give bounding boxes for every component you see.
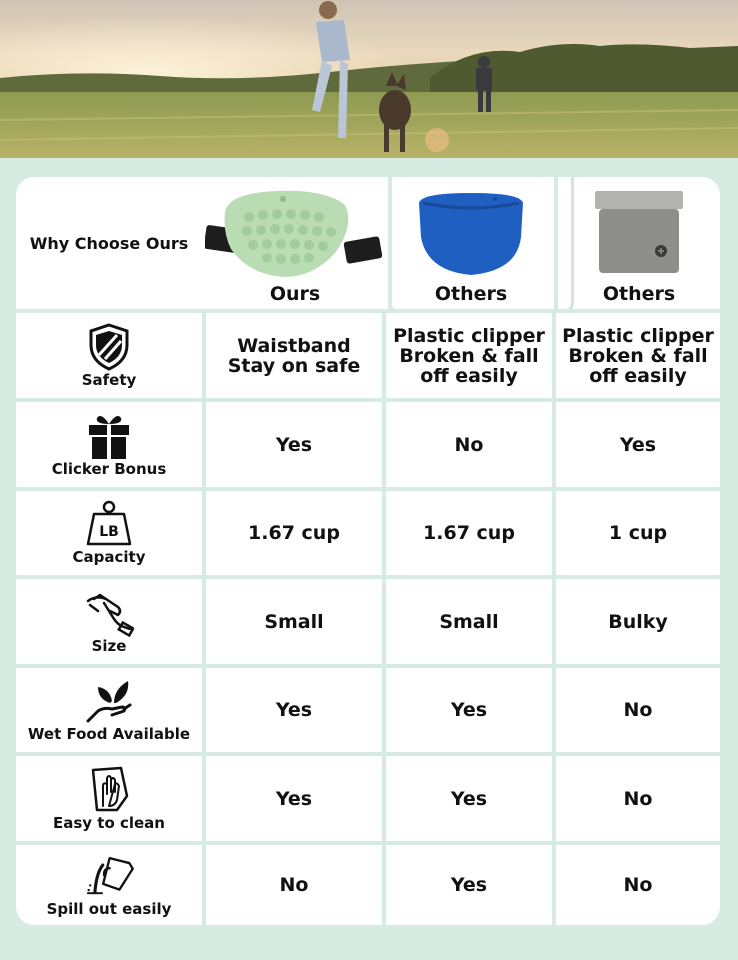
grey-canvas-pouch-icon xyxy=(589,187,689,279)
hand-wipe-icon xyxy=(84,766,134,814)
value-cell xyxy=(206,668,382,752)
pitcher-spill-icon xyxy=(84,852,134,900)
product-name-others-2: Others xyxy=(602,283,676,305)
value-text: Plastic clipper Broken & fall off easily xyxy=(393,324,545,387)
value-text: No xyxy=(454,433,484,456)
value-cell xyxy=(206,402,382,487)
value-text: Yes xyxy=(450,699,488,721)
hand-plant-icon xyxy=(84,677,134,725)
hero-banner xyxy=(0,0,738,158)
value-cell xyxy=(556,491,720,575)
feature-cell xyxy=(16,402,202,487)
value-cell xyxy=(556,756,720,841)
value-text: Yes xyxy=(450,874,488,896)
value-text: No xyxy=(623,787,653,810)
hero-photo xyxy=(0,0,738,158)
value-text: 1.67 cup xyxy=(423,522,515,544)
value-text: Yes xyxy=(619,433,657,456)
value-cell xyxy=(206,313,382,398)
product-name-others-1: Others xyxy=(434,283,508,305)
value-cell xyxy=(386,579,552,664)
value-text: No xyxy=(279,874,309,896)
header-title-cell xyxy=(16,177,202,309)
value-cell xyxy=(556,845,720,925)
value-cell xyxy=(386,756,552,841)
feature-cell xyxy=(16,668,202,752)
value-cell xyxy=(556,313,720,398)
value-cell xyxy=(386,845,552,925)
feature-cell xyxy=(16,491,202,575)
green-silicone-pouch-icon xyxy=(205,187,385,279)
column-divider xyxy=(202,313,206,925)
product-others-2-cell xyxy=(558,177,720,309)
feature-label: Size xyxy=(91,636,127,655)
comparison-table xyxy=(16,177,720,925)
value-text: 1 cup xyxy=(608,522,668,544)
table-title: Why Choose Ours xyxy=(29,233,189,253)
value-cell xyxy=(556,668,720,752)
value-cell xyxy=(386,668,552,752)
row-capacity xyxy=(16,491,720,575)
product-ours-cell xyxy=(202,177,388,309)
value-text: 1.67 cup xyxy=(248,522,340,544)
row-easy-to-clean xyxy=(16,756,720,841)
product-name-ours: Ours xyxy=(269,283,321,305)
value-text: Yes xyxy=(275,699,313,721)
value-text: No xyxy=(623,874,653,896)
row-safety xyxy=(16,313,720,398)
row-size xyxy=(16,579,720,664)
value-text: Yes xyxy=(275,787,313,810)
value-text: Small xyxy=(439,610,499,633)
column-divider xyxy=(382,313,386,925)
value-text: Plastic clipper Broken & fall off easily xyxy=(562,324,714,387)
value-text: Small xyxy=(264,610,324,633)
row-clicker-bonus xyxy=(16,402,720,487)
value-text: Yes xyxy=(450,787,488,810)
header-row xyxy=(16,177,720,309)
value-text: Waistband Stay on safe xyxy=(227,334,361,377)
column-divider xyxy=(552,313,556,925)
value-cell xyxy=(386,313,552,398)
feature-label: Clicker Bonus xyxy=(51,459,167,478)
column-divider xyxy=(388,177,392,309)
weight-lb-icon xyxy=(84,500,134,548)
gift-icon xyxy=(84,412,134,460)
feature-cell xyxy=(16,579,202,664)
feature-cell xyxy=(16,845,202,925)
feature-label: Capacity xyxy=(72,548,146,566)
feature-label: Spill out easily xyxy=(46,900,172,918)
value-cell xyxy=(206,579,382,664)
value-cell xyxy=(206,491,382,575)
column-divider xyxy=(554,177,558,309)
feature-cell xyxy=(16,756,202,841)
value-text: Bulky xyxy=(608,610,668,633)
value-cell xyxy=(386,491,552,575)
value-text: No xyxy=(623,699,653,721)
row-wet-food xyxy=(16,668,720,752)
value-cell xyxy=(556,579,720,664)
value-cell xyxy=(206,845,382,925)
row-spill-out xyxy=(16,845,720,925)
blue-silicone-pouch-icon xyxy=(413,187,529,279)
shield-icon xyxy=(84,323,134,371)
value-cell xyxy=(386,402,552,487)
feature-label: Wet Food Available xyxy=(27,725,191,743)
feature-label: Easy to clean xyxy=(52,813,165,832)
feature-label: Safety xyxy=(81,370,137,389)
value-text: Yes xyxy=(275,433,313,456)
value-cell xyxy=(556,402,720,487)
product-others-1-cell xyxy=(388,177,554,309)
feature-cell xyxy=(16,313,202,398)
hand-pinch-icon xyxy=(84,589,134,637)
value-cell xyxy=(206,756,382,841)
svg-text:LB: LB xyxy=(99,524,119,540)
